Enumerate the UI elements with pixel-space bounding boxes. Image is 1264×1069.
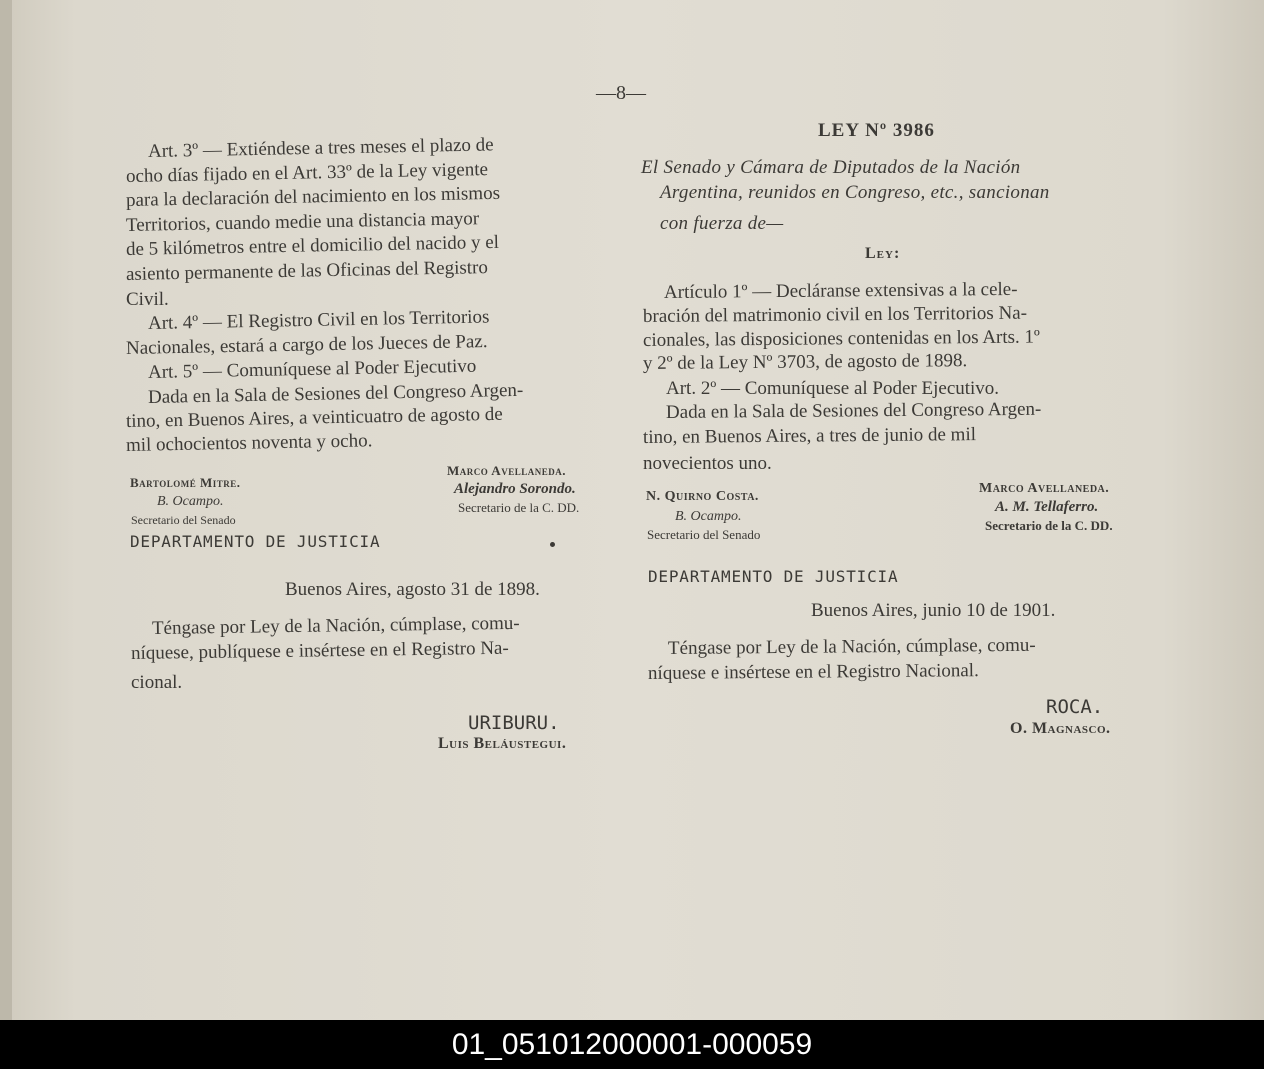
left-line: Art. 5º — Comuníquese al Poder Ejecutivo — [147, 355, 477, 383]
left-decree-line: níquese, publíquese e insértese en el Registro Na- — [130, 637, 509, 664]
right-department: DEPARTAMENTO DE JUSTICIA — [648, 567, 899, 586]
left-line: de 5 kilómetros entre el domicilio del nacido y el — [125, 231, 500, 260]
image-id-label: 01_051012000001-000059 — [451, 1028, 813, 1061]
left-department: DEPARTAMENTO DE JUSTICIA — [130, 532, 381, 551]
right-decree-line: Téngase por Ley de la Nación, cúmplase, comu- — [667, 634, 1036, 659]
preamble-line: Argentina, reunidos en Congreso, etc., sancionan — [660, 182, 1050, 203]
left-line: tino, en Buenos Aires, a veinticuatro de agosto de — [125, 403, 503, 432]
left-line: Dada en la Sala de Sesiones del Congreso Argen- — [147, 379, 524, 408]
law-title: LEY Nº 3986 — [818, 120, 935, 141]
right-line: Dada en la Sala de Sesiones del Congreso Argen- — [665, 398, 1042, 423]
preamble-line: El Senado y Cámara de Diputados de la Nación — [641, 157, 1021, 178]
right-line: y 2º de la Ley Nº 3703, de agosto de 1898. — [642, 350, 968, 374]
left-line: Art. 4º — El Registro Civil en los Territorios — [147, 306, 490, 334]
right-line: cionales, las disposiciones contenidas en los Arts. 1º — [642, 326, 1040, 351]
left-final-sign-1: URIBURU. — [468, 712, 560, 734]
left-date: Buenos Aires, agosto 31 de 1898. — [285, 579, 540, 600]
ink-dot — [550, 542, 555, 547]
left-line: Civil. — [126, 289, 169, 310]
left-line: Nacionales, estará a cargo de los Jueces de Paz. — [125, 331, 488, 359]
preamble-line: con fuerza de— — [660, 213, 784, 234]
right-sig-right-sec: A. M. Tellaferro. — [995, 499, 1099, 515]
left-sig-left-title: Secretario del Senado — [131, 513, 236, 527]
left-sig-right-sec: Alejandro Sorondo. — [454, 481, 576, 497]
left-final-sign-2: Luis Beláustegui. — [438, 735, 567, 752]
right-sig-right-title: Secretario de la C. DD. — [985, 518, 1113, 533]
right-sig-left-sec: B. Ocampo. — [675, 509, 742, 524]
left-line: ocho días fijado en el Art. 33º de la Ley vigente — [125, 159, 489, 187]
left-line: mil ochocientos noventa y ocho. — [125, 430, 373, 456]
left-sig-left-name: Bartolomé Mitre. — [130, 475, 241, 490]
right-sig-left-name: N. Quirno Costa. — [646, 489, 759, 504]
left-sig-right-name: Marco Avellaneda. — [447, 463, 566, 478]
page-number: —8— — [596, 82, 646, 104]
left-line: asiento permanente de las Oficinas del Registro — [125, 257, 489, 285]
right-sig-left-title: Secretario del Senado — [647, 527, 761, 542]
left-sig-left-sec: B. Ocampo. — [157, 494, 224, 509]
right-line: Artículo 1º — Decláranse extensivas a la cele- — [663, 278, 1018, 303]
ley-heading: Ley: — [865, 245, 901, 262]
right-date: Buenos Aires, junio 10 de 1901. — [811, 600, 1056, 621]
right-line: Art. 2º — Comuníquese al Poder Ejecutivo. — [666, 378, 1000, 399]
right-line: novecientos uno. — [643, 453, 772, 474]
right-final-sign-2: O. Magnasco. — [1010, 720, 1111, 737]
right-final-sign-1: ROCA. — [1046, 696, 1104, 718]
left-line: Territorios, cuando medie una distancia mayor — [125, 208, 480, 236]
right-sig-right-name: Marco Avellaneda. — [979, 481, 1110, 496]
right-line: bración del matrimonio civil en los Territorios Na- — [642, 302, 1028, 327]
left-line: Art. 3º — Extiéndese a tres meses el plazo de — [147, 134, 494, 162]
right-line: tino, en Buenos Aires, a tres de junio de mil — [642, 424, 977, 448]
left-decree-line: Téngase por Ley de la Nación, cúmplase, comu- — [151, 612, 520, 639]
left-decree-line: cional. — [131, 672, 183, 693]
right-decree-line: níquese e insértese en el Registro Nacional. — [647, 660, 979, 684]
left-line: para la declaración del nacimiento en los mismos — [125, 182, 501, 211]
left-sig-right-title: Secretario de la C. DD. — [458, 500, 580, 515]
